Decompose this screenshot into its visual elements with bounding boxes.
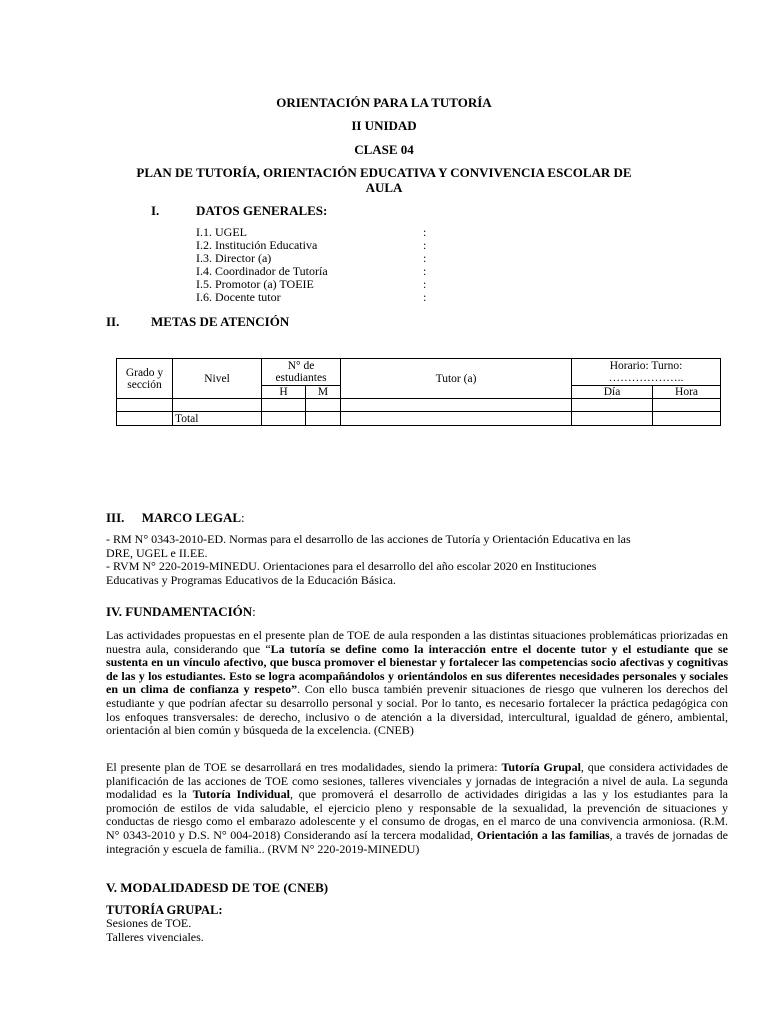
metas-table	[116, 358, 721, 426]
section2-number: II.	[106, 314, 120, 329]
section5-title: V. MODALIDADESD DE TOE (CNEB)	[106, 880, 329, 895]
section2-title: METAS DE ATENCIÓN	[151, 314, 290, 329]
field-director-sep: :	[423, 251, 427, 265]
section1-number: I.	[151, 203, 160, 218]
field-coordinador: I.4. Coordinador de Tutoría	[196, 264, 328, 278]
field-docente-sep: :	[423, 290, 427, 304]
unit-heading: II UNIDAD	[351, 118, 417, 133]
section4-heading	[106, 604, 256, 620]
table-cell	[117, 412, 173, 426]
section3-title: MARCO LEGAL	[141, 510, 241, 525]
field-ugel-sep: :	[423, 225, 427, 239]
fundamentacion-p2	[106, 761, 728, 856]
p1-quote: La tutoría se define como la interacción entre el docente tutor y el estudiante que se sustenta en un vínculo afectivo, que busca promover el bienestar y fortalecer las competencias socio afectivas y cognitivas de las y los estudiantes. Esto se logra acompañándolos y orientándolos en sus diferentes necesidades personales y sociales en un clima de confianza y respeto”	[106, 641, 728, 697]
marco-legal-text	[106, 533, 728, 587]
p2-text-c: , que considera actividades de planificación de las acciones de TOE como sesiones, talleres vivenciales y jornadas de integración a nivel de aula. La segunda modalidad es la	[106, 760, 729, 802]
field-promotor: I.5. Promotor (a) TOEIE	[196, 277, 314, 291]
p2-tutoria-grupal: Tutoría Grupal	[501, 760, 581, 774]
table-cell	[341, 412, 572, 426]
section3-number: III.	[106, 510, 125, 525]
modalidad-item: Sesiones de TOE.	[106, 916, 192, 930]
section5-subtitle: TUTORÍA GRUPAL:	[106, 903, 223, 917]
table-cell	[262, 412, 306, 426]
doc-title: ORIENTACIÓN PARA LA TUTORÍA	[276, 95, 492, 110]
table-cell	[306, 399, 341, 412]
col-dia: Día	[572, 386, 653, 399]
col-grado: Grado y sección	[117, 359, 173, 399]
col-horario: Horario: Turno: ………………..	[572, 359, 721, 386]
field-ugel: I.1. UGEL	[196, 225, 247, 239]
p2-tutoria-individual: Tutoría Individual	[192, 787, 290, 802]
table-cell	[341, 399, 572, 412]
table-cell	[262, 399, 306, 412]
section4-title: IV. FUNDAMENTACIÓN	[106, 604, 253, 619]
section3-heading	[106, 510, 245, 526]
marco-legal-line1: - RM N° 0343-2010-ED. Normas para el desarrollo de las acciones de Tutoría y Orientación Educativa en las	[106, 532, 631, 546]
table-cell	[306, 412, 341, 426]
marco-legal-line2: DRE, UGEL e II.EE.	[106, 545, 208, 560]
table-cell	[653, 412, 721, 426]
col-estudiantes: N° de estudiantes	[262, 359, 341, 386]
table-cell	[572, 399, 653, 412]
table-cell	[572, 412, 653, 426]
field-institucion-sep: :	[423, 238, 427, 252]
fundamentacion-p1	[106, 629, 728, 738]
col-m: M	[306, 386, 341, 399]
col-hora: Hora	[653, 386, 721, 399]
field-director: I.3. Director (a)	[196, 251, 272, 265]
modalidad-item: Talleres vivenciales.	[106, 930, 204, 944]
col-nivel: Nivel	[173, 359, 262, 399]
p2-text-e: , que promoverá el desarrollo de actividades dirigidas a las y los estudiantes para la promoción de estilos de vida saludable, el ejercicio pleno y responsable de la sexualidad, la prevención de situaciones y conductas de riesgo como el embarazo adolescente y el consumo de drogas, en el marco de una convivencia armoniosa. (R.M. N° 0343-2010 y D.S. N° 004-2018) Considerando así la tercera modalidad,	[106, 787, 728, 842]
p1-text-a: Las actividades propuestas en el presente plan de TOE de aula responden a las distintas situaciones problemáticas priorizadas en nuestra aula, considerando que “	[106, 628, 728, 656]
section1-title: DATOS GENERALES:	[196, 203, 328, 218]
marco-legal-line3: - RVM N° 220-2019-MINEDU. Orientaciones para el desarrollo del año escolar 2020 en Instituciones	[106, 559, 597, 574]
total-label: Total	[173, 412, 262, 426]
marco-legal-line4: Educativas y Programas Educativos de la Educación Básica.	[106, 572, 396, 587]
section3-suffix: :	[241, 510, 245, 525]
field-docente: I.6. Docente tutor	[196, 290, 281, 304]
p1-text-c: . Con ello busca también prevenir situaciones de riesgo que vulneren los derechos del estudiante y que podrían afectar su desarrollo personal y social. Por lo tanto, es necesario fortalecer la práctica pedagógica con los enfoques transversales: de derecho, inclusivo o de atención a la diversidad, intercultural, igualdad de género, ambiental, orientación al bien común y búsqueda de la excelencia. (CNEB)	[106, 682, 728, 738]
section4-suffix: :	[252, 604, 256, 619]
p2-text-a: El presente plan de TOE se desarrollará en tres modalidades, siendo la primera:	[106, 760, 502, 774]
col-tutor: Tutor (a)	[341, 359, 572, 399]
table-cell	[173, 399, 262, 412]
plan-heading-line2: AULA	[365, 180, 403, 195]
table-cell	[117, 399, 173, 412]
p2-text-g: , a través de jornadas de integración y escuela de familia.. (RVM N° 220-2019-MINEDU)	[106, 827, 728, 856]
col-h: H	[262, 386, 306, 399]
field-institucion: I.2. Institución Educativa	[196, 238, 318, 252]
field-promotor-sep: :	[423, 277, 427, 291]
p2-orientacion-familias: Orientación a las familias	[476, 827, 610, 842]
table-cell	[653, 399, 721, 412]
field-coordinador-sep: :	[423, 264, 427, 278]
class-heading: CLASE 04	[354, 142, 414, 157]
plan-heading-line1: PLAN DE TUTORÍA, ORIENTACIÓN EDUCATIVA Y CONVIVENCIA ESCOLAR DE	[136, 165, 632, 180]
